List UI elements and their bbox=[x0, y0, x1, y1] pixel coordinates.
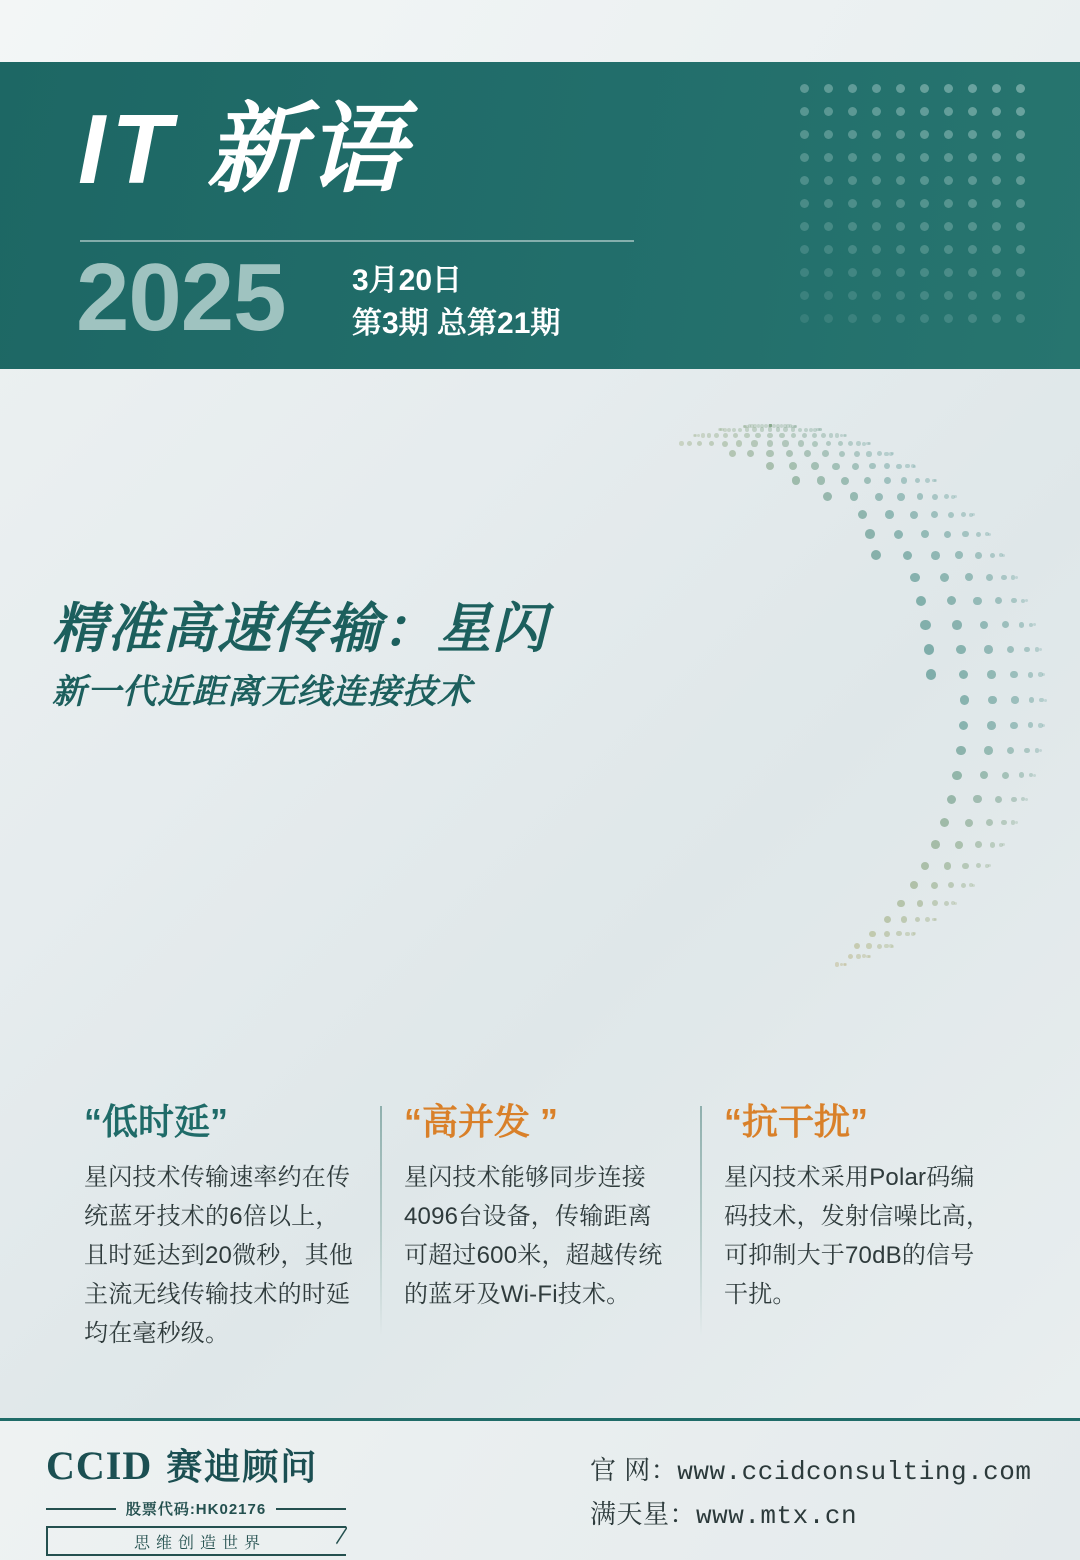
feature-columns bbox=[60, 1100, 1020, 1370]
halftone-globe-graphic bbox=[470, 400, 1070, 1040]
stock-code-row bbox=[46, 1498, 346, 1519]
brand-lockup bbox=[46, 1439, 346, 1556]
top-strip bbox=[0, 0, 1080, 62]
feature-title: “抗干扰” bbox=[724, 1101, 869, 1142]
feature-title: “高并发 ” bbox=[404, 1101, 559, 1142]
headline-block bbox=[52, 598, 672, 713]
publication-title bbox=[78, 94, 407, 204]
contact-mtx-row bbox=[590, 1493, 1032, 1537]
brand-slogan: 思维创造世界 bbox=[46, 1526, 346, 1556]
contact-website-label: 官 网： bbox=[590, 1455, 678, 1485]
rule-right bbox=[276, 1508, 346, 1510]
headline-sub: 新一代近距离无线连接技术 bbox=[52, 673, 472, 712]
publication-title-en: IT bbox=[78, 94, 178, 204]
feature-text: 星闪技术能够同步连接4096台设备，传输距离可超过600米，超越传统的蓝牙及Wi-Fi技术。 bbox=[404, 1164, 663, 1308]
contact-mtx-label: 满天星： bbox=[590, 1499, 697, 1530]
publication-title-cn: 新语 bbox=[206, 94, 407, 204]
dot-grid-decoration bbox=[800, 84, 1040, 344]
header-divider bbox=[80, 240, 634, 242]
headline-main: 精准高速传输：星闪 bbox=[52, 599, 547, 659]
rule-left bbox=[46, 1508, 116, 1510]
feature-item bbox=[60, 1100, 380, 1370]
feature-item bbox=[380, 1100, 700, 1370]
publication-date: 3月20日 bbox=[352, 264, 463, 297]
brand-logo-text: CCID bbox=[46, 1443, 153, 1488]
contact-website-row bbox=[590, 1449, 1032, 1493]
stock-code-text: 股票代码:HK02176 bbox=[125, 1501, 267, 1518]
brand-name-row bbox=[46, 1439, 346, 1490]
publication-issue: 第3期 总第21期 bbox=[352, 306, 561, 340]
contact-block bbox=[590, 1449, 1032, 1537]
feature-item bbox=[700, 1100, 1020, 1370]
publication-meta bbox=[352, 260, 560, 345]
publication-year: 2025 bbox=[76, 244, 286, 351]
footer-band bbox=[0, 1418, 1080, 1560]
contact-website-value[interactable]: www.ccidconsulting.com bbox=[677, 1457, 1032, 1487]
brand-name-cn: 赛迪顾问 bbox=[166, 1446, 319, 1487]
feature-text: 星闪技术传输速率约在传统蓝牙技术的6倍以上，且时延达到20微秒，其他主流无线传输技术的时延均在毫秒级。 bbox=[84, 1164, 354, 1347]
feature-text: 星闪技术采用Polar码编码技术，发射信噪比高，可抑制大于70dB的信号干扰。 bbox=[724, 1164, 991, 1308]
contact-mtx-value[interactable]: www.mtx.cn bbox=[696, 1501, 858, 1532]
header-band bbox=[0, 62, 1080, 369]
feature-title: “低时延” bbox=[84, 1101, 229, 1142]
